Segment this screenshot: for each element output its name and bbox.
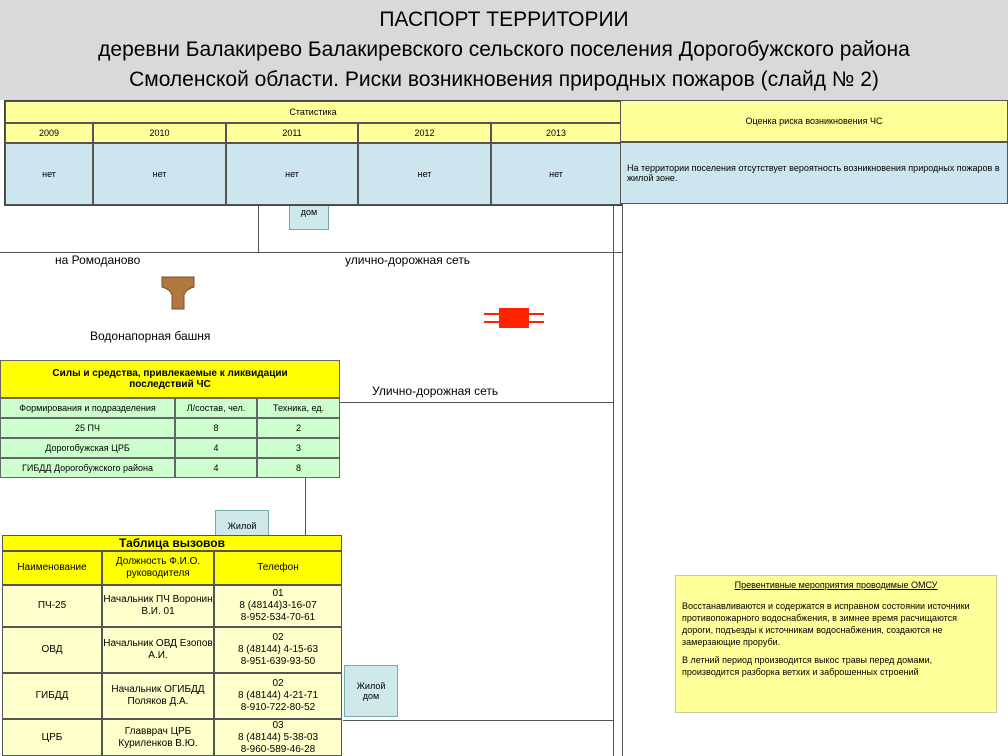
house-mid: Жилой [215,510,269,538]
calls-phone: 03 8 (48144) 5-38-03 8-960-589-46-28 [214,719,342,756]
calls-head: Начальник ПЧ Воронин В.И. 01 [102,585,214,627]
stats-year: 2010 [93,123,226,143]
water-tower-icon [160,275,196,311]
forces-cell: Дорогобужская ЦРБ [0,438,175,458]
prevention-title: Превентивные мероприятия проводимые ОМСУ [734,580,938,590]
stats-value: нет [358,143,491,205]
label-road-network-2: Улично-дорожная сеть [372,384,499,398]
forces-cell: 4 [175,438,257,458]
risk-text: На территории поселения отсутствует вероятность возникновения природных пожаров в жилой зоне. [620,142,1008,204]
stats-title: Статистика [5,101,621,123]
stats-value: нет [5,143,93,205]
calls-table [2,535,342,756]
forces-cell: 25 ПЧ [0,418,175,438]
label-water-tower: Водонапорная башня [90,329,211,343]
page-subtitle-1: деревни Балакирево Балакиревского сельского поселения Дорогобужского района [98,38,910,61]
calls-head: Начальник ОГИБДД Поляков Д.А. [102,673,214,719]
house-bottom: Жилой дом [344,665,398,717]
forces-cell: 8 [257,458,340,478]
calls-head: Главврач ЦРБ Куриленков В.Ю. [102,719,214,756]
stats-value: нет [226,143,358,205]
forces-cell: 3 [257,438,340,458]
road-line-mid [340,402,613,403]
calls-name: ПЧ-25 [2,585,102,627]
calls-phone: 01 8 (48144)3-16-07 8-952-534-70-61 [214,585,342,627]
forces-cell: 8 [175,418,257,438]
calls-head: Начальник ОВД Езопов А.И. [102,627,214,673]
prevention-text-1: Восстанавливаются и содержатся в исправном состоянии источники противопожарного водоснабжения, в зимнее время расчищаются дороги, подъезды к источникам водоснабжения, создаются не замерзающие проруби. [682,601,970,647]
prevention-box [675,575,997,713]
forces-cell: ГИБДД Дорогобужского района [0,458,175,478]
forces-header: Техника, ед. [257,398,340,418]
road-line-vertical [258,204,259,252]
stats-value: нет [491,143,621,205]
calls-phone: 02 8 (48144) 4-21-71 8-910-722-80-52 [214,673,342,719]
calls-header: Телефон [214,551,342,585]
forces-header: Л/состав, чел. [175,398,257,418]
calls-name: ЦРБ [2,719,102,756]
forces-table [0,360,340,478]
forces-header: Формирования и подразделения [0,398,175,418]
stats-value: нет [93,143,226,205]
page-subtitle-2: Смоленской области. Риски возникновения природных пожаров (слайд № 2) [129,68,879,91]
label-to-romodanovo: на Ромоданово [55,253,141,267]
calls-title: Таблица вызовов [2,535,342,551]
calls-name: ОВД [2,627,102,673]
forces-cell: 4 [175,458,257,478]
forces-cell: 2 [257,418,340,438]
forces-title: Силы и средства, привлекаемые к ликвидации последствий ЧС [0,360,340,398]
page-header [0,0,1008,100]
calls-header: Наименование [2,551,102,585]
calls-header: Должность Ф.И.О. руководителя [102,551,214,585]
stats-year: 2009 [5,123,93,143]
fire-hydrant-icon [484,305,544,331]
label-road-network-1: улично-дорожная сеть [345,253,471,267]
calls-phone: 02 8 (48144) 4-15-63 8-951-639-93-50 [214,627,342,673]
stats-year: 2013 [491,123,621,143]
risk-header: Оценка риска возникновения ЧС [620,100,1008,142]
statistics-table [4,100,622,206]
stats-year: 2011 [226,123,358,143]
road-line-bottom [343,720,613,721]
house-top: дом [289,204,329,230]
stats-year: 2012 [358,123,491,143]
page-title: ПАСПОРТ ТЕРРИТОРИИ [379,8,629,31]
prevention-text-2: В летний период производится выкос травы перед домами, производится разборка ветхих и заброшенных строений [682,655,933,677]
calls-name: ГИБДД [2,673,102,719]
